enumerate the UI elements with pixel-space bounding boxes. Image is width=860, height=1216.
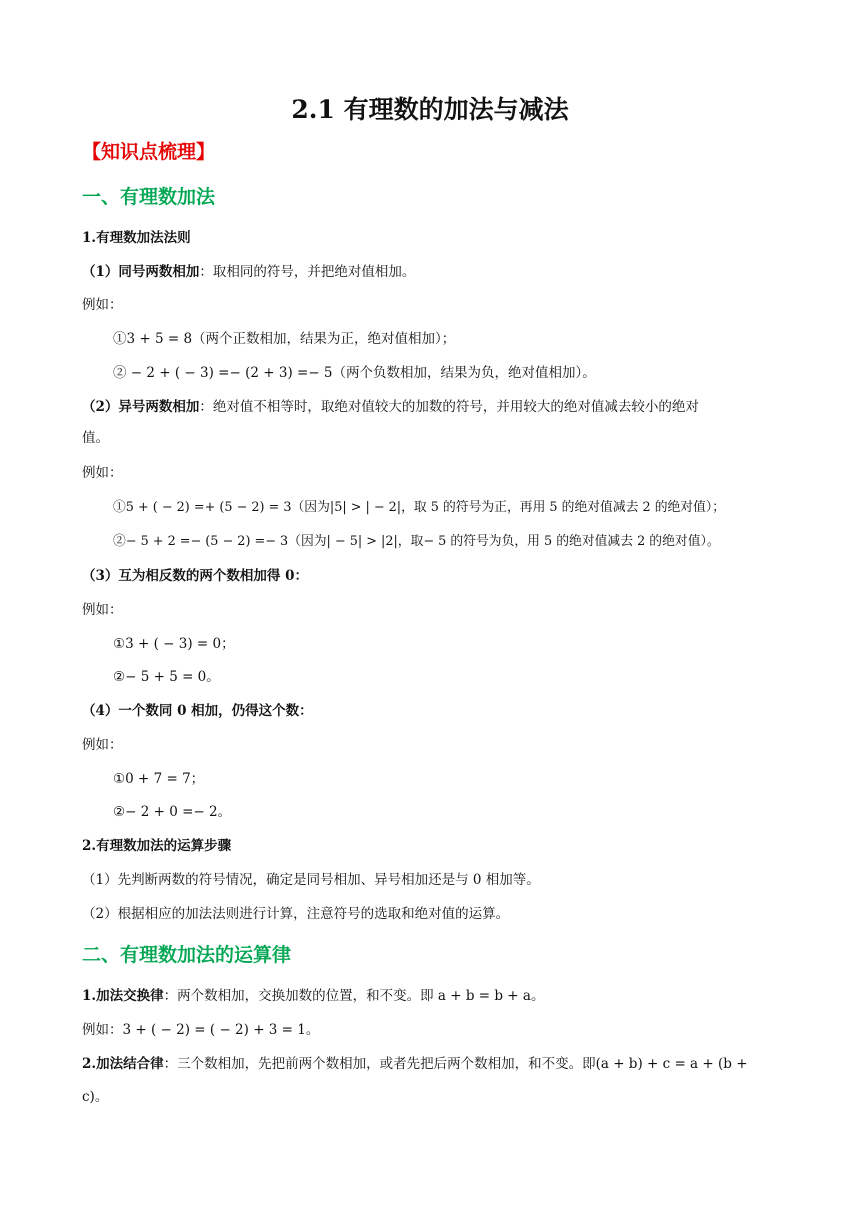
rule-3-label: （3）互为相反数的两个数相加得 0： — [82, 568, 308, 584]
rule-1-example-2: ② − 2 + ( − 3) =− (2 + 3) =− 5（两个负数相加，结果为负，绝对值相加）。 — [113, 365, 596, 381]
knowledge-summary-tag: 【知识点梳理】 — [82, 141, 216, 163]
rule-2-text-cont: 值。 — [82, 430, 109, 446]
page-title: 2.1 有理数的加法与减法 — [291, 95, 569, 124]
law-2-label: 2.加法结合律 — [82, 1056, 164, 1072]
law-1-example: 例如：3 + ( − 2) = ( − 2) + 3 = 1。 — [82, 1022, 320, 1038]
example-label: 例如： — [82, 737, 123, 753]
rule-4-example-1: ①0 + 7 = 7； — [113, 771, 205, 787]
rule-2-example-2: ②− 5 + 2 =− (5 − 2) =− 3（因为| − 5| > |2|，取− 5 的符号为负，用 5 的绝对值减去 2 的绝对值）。 — [113, 534, 720, 549]
law-1 — [82, 985, 782, 1007]
rule-1-text: ：取相同的符号，并把绝对值相加。 — [199, 264, 416, 280]
rule-2-example-1: ①5 + ( − 2) =+ (5 − 2) = 3（因为|5| > | − 2|，取 5 的符号为正，再用 5 的绝对值减去 2 的绝对值）； — [113, 500, 726, 515]
example-label: 例如： — [82, 465, 123, 481]
section-heading-laws: 二、有理数加法的运算律 — [82, 944, 292, 966]
rule-2-label: （2）异号两数相加 — [82, 399, 200, 415]
steps-title: 2.有理数加法的运算步骤 — [82, 838, 232, 854]
rule-4-label: （4）一个数同 0 相加，仍得这个数： — [82, 703, 313, 719]
rule-title: 1.有理数加法法则 — [82, 230, 191, 246]
rule-2 — [82, 396, 782, 418]
step-1: （1）先判断两数的符号情况，确定是同号相加、异号相加还是与 0 相加等。 — [82, 872, 540, 888]
rule-3-example-1: ①3 + ( − 3) = 0； — [113, 636, 235, 652]
rule-4-example-2: ②− 2 + 0 =− 2。 — [113, 804, 232, 820]
rule-2-text: ：绝对值不相等时，取绝对值较大的加数的符号，并用较大的绝对值减去较小的绝对 — [199, 399, 699, 415]
law-1-text: ：两个数相加，交换加数的位置，和不变。即 a + b = b + a。 — [163, 988, 545, 1004]
law-2-text-cont: c)。 — [82, 1089, 109, 1105]
law-1-label: 1.加法交换律 — [82, 988, 164, 1004]
law-2 — [82, 1053, 782, 1075]
rule-1-label: （1）同号两数相加 — [82, 264, 200, 280]
section-heading-addition: 一、有理数加法 — [82, 186, 216, 208]
law-2-text: ：三个数相加，先把前两个数相加，或者先把后两个数相加，和不变。即(a + b) + c = a + (b + — [163, 1056, 748, 1072]
rule-1 — [82, 261, 782, 283]
rule-3-example-2: ②− 5 + 5 = 0。 — [113, 669, 220, 685]
example-label: 例如： — [82, 602, 123, 618]
example-label: 例如： — [82, 297, 123, 313]
step-2: （2）根据相应的加法法则进行计算，注意符号的选取和绝对值的运算。 — [82, 906, 510, 922]
rule-1-example-1: ①3 + 5 = 8（两个正数相加，结果为正，绝对值相加）； — [113, 331, 456, 347]
